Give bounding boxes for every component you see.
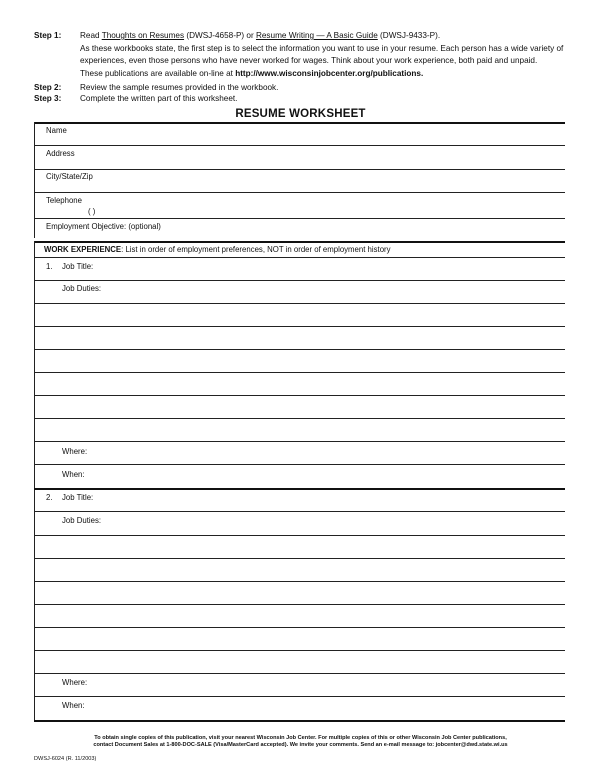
footer-line-1: To obtain single copies of this publication, visit your nearest Wisconsin Job Center. For multiple copies of this or other Wisconsin Job Center publications, — [94, 735, 507, 741]
work-experience-note: : List in order of employment preferences, NOT in order of employment history — [121, 245, 391, 254]
job-1-duty-line[interactable] — [34, 418, 565, 419]
job-2-duty-line[interactable] — [34, 558, 565, 559]
step-2-label: Step 2: — [34, 82, 62, 92]
step-2 — [34, 82, 574, 93]
step-1 — [34, 30, 574, 41]
job-1-duties-label: Job Duties: — [62, 284, 102, 293]
work-experience-border — [34, 241, 35, 721]
objective-label: Employment Objective: (optional) — [46, 222, 161, 231]
step-1-read: Read — [80, 31, 102, 40]
heading-underline — [34, 257, 565, 258]
job-1-duty-line[interactable] — [34, 395, 565, 396]
address-label: Address — [46, 149, 75, 158]
publication-thoughts-on-resumes: Thoughts on Resumes — [101, 31, 185, 40]
footer-line-2: contact Document Sales at 1-800-DOC-SALE (Visa/MasterCard accepted). We invite your comments. Send an e-mail message to: jobcenter@dwd.state.wi.us — [93, 742, 508, 748]
work-experience-heading — [44, 245, 391, 254]
job-2-duty-line[interactable] — [34, 627, 565, 628]
job-1-title-label: Job Title: — [62, 262, 94, 271]
title-rule — [34, 122, 565, 124]
job-2-duties-label: Job Duties: — [62, 516, 102, 525]
publication-code-1: (DWSJ-4658-P) or — [184, 31, 256, 40]
step-3-label: Step 3: — [34, 94, 62, 104]
step-1-online: These publications are available on-line at — [80, 69, 236, 79]
job-2-title-line[interactable] — [34, 511, 565, 512]
worksheet-title: RESUME WORKSHEET — [235, 108, 366, 120]
step-3 — [34, 93, 574, 104]
job-1-duty-line[interactable] — [34, 303, 565, 304]
address-line[interactable] — [34, 169, 565, 170]
form-number: DWSJ-6024 (R. 11/2003) — [34, 756, 97, 762]
job-2-duty-line[interactable] — [34, 673, 565, 674]
city-state-zip-line[interactable] — [34, 192, 565, 193]
job-1-title-line[interactable] — [34, 280, 565, 281]
job-2-title-label: Job Title: — [62, 493, 94, 502]
job-2-duty-line[interactable] — [34, 535, 565, 536]
publication-resume-writing: Resume Writing — A Basic Guide — [255, 31, 378, 40]
step-1-paragraph: As these workbooks state, the first step is to select the information you want to use in your resume. Each person has a wide variety of experiences, even those persons who have never worked for wages. Think about your work experience, both paid and unpaid. — [80, 44, 564, 65]
job-1-when-label: When: — [62, 470, 85, 479]
personal-info-border — [34, 122, 35, 238]
job-2-where-label: Where: — [62, 678, 88, 687]
name-label: Name — [46, 126, 67, 135]
job-2-duty-line[interactable] — [34, 650, 565, 651]
job-1-where-line[interactable] — [34, 464, 565, 465]
step-1-label: Step 1: — [34, 31, 62, 40]
job-2-when-label: When: — [62, 701, 85, 710]
step-3-text: Complete the written part of this worksheet. — [80, 94, 238, 104]
job-2-where-line[interactable] — [34, 696, 565, 697]
name-line[interactable] — [34, 145, 565, 146]
job-2-number: 2. — [46, 493, 53, 502]
work-experience-rule — [34, 241, 565, 243]
job-1-duty-line[interactable] — [34, 372, 565, 373]
job-1-duty-line[interactable] — [34, 326, 565, 327]
telephone-area-code[interactable]: ( ) — [88, 207, 96, 216]
instructions — [34, 30, 574, 104]
job-1-when-line[interactable] — [34, 488, 565, 490]
job-1-duty-line[interactable] — [34, 441, 565, 442]
telephone-line[interactable] — [34, 218, 565, 219]
job-1-where-label: Where: — [62, 447, 88, 456]
city-state-zip-label: City/State/Zip — [46, 172, 93, 181]
job-2-duty-line[interactable] — [34, 581, 565, 582]
step-2-text: Review the sample resumes provided in the workbook. — [80, 82, 279, 92]
work-experience-title: WORK EXPERIENCE — [44, 245, 122, 254]
publication-code-2: (DWSJ-9433-P). — [377, 31, 441, 40]
job-1-duty-line[interactable] — [34, 349, 565, 350]
footer-notice — [0, 735, 601, 749]
job-2-duty-line[interactable] — [34, 604, 565, 605]
publications-url: http://www.wisconsinjobcenter.org/publications. — [235, 69, 424, 79]
job-1-number: 1. — [46, 262, 53, 271]
telephone-label: Telephone — [46, 196, 82, 205]
job-2-when-line[interactable] — [34, 720, 565, 722]
